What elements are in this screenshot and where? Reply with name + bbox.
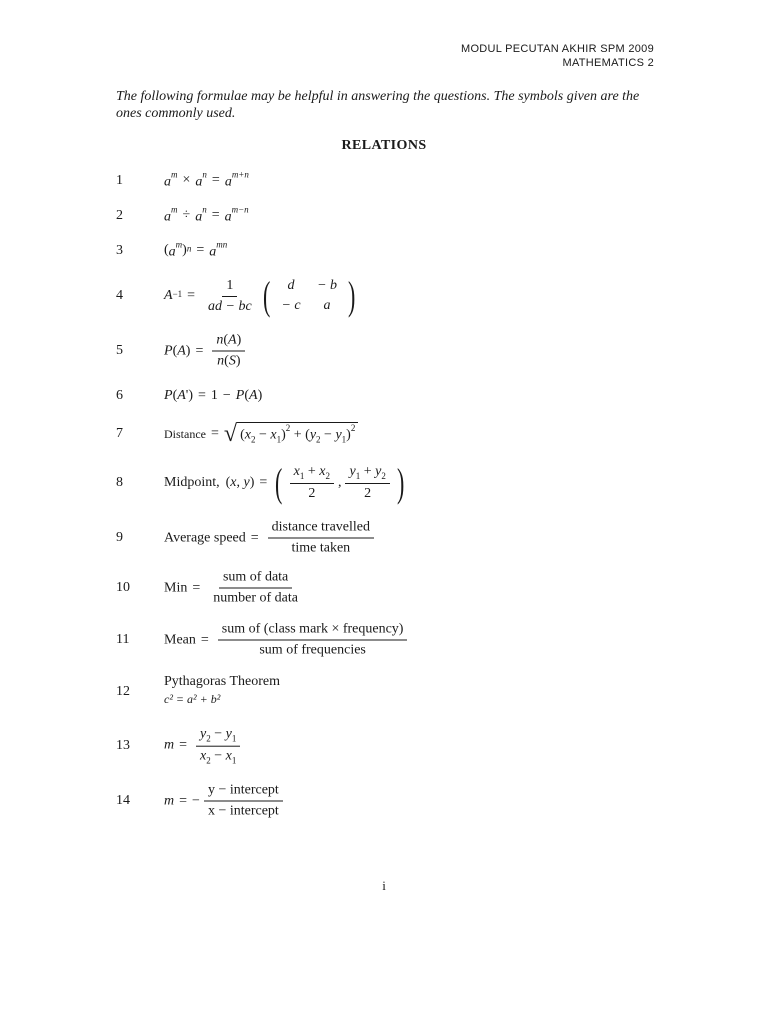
formula-row [116,781,676,821]
average-speed-label: Average speed [164,530,246,545]
formula-average-speed: Average speed = $\frac{\text{distance travelled}}{\text{time taken}}$ [164,520,378,557]
intro-text: The following formulae may be helpful in answering the questions. The symbols given are the ones commonly used. [116,89,640,121]
pythagoras-label: Pythagoras Theorem [164,674,280,689]
formula-row [116,518,676,558]
formula-number: 8 [116,475,123,490]
formula-mean: Mean = $\frac{\text{sum of (class mark × frequency)}}{\text{sum of frequencies}}$ [164,622,411,659]
formula-number: 9 [116,530,123,545]
formula-number: 12 [116,684,130,699]
formula-number: 5 [116,343,123,358]
page-number: i [382,878,386,893]
section-title: RELATIONS [341,138,427,153]
formula-row [116,273,676,318]
formula-row [116,674,676,710]
formula-row [116,196,676,236]
formula-index-multiply: $a^m$ × $a^n$ = $a^{m+n}$ [164,169,249,190]
formula-complement: P ( A ') = 1 − P ( A ) [164,388,263,403]
formula-distance: Distance = √ $(x_2 - x_1)^2 + (y_2 - y_1)^2$ [164,422,358,446]
formula-row [116,620,676,660]
formula-row [116,331,676,371]
denominator: time taken [291,540,351,556]
formula-inverse-matrix: A $^{-1}$ = $\frac{1}{ad - bc}$ ( d − b − c a ) [164,273,356,318]
denominator: number of data [213,590,298,606]
formula-gradient: m = $\frac{y_2 - y_1}{x_2 - x_1}$ [164,727,244,766]
distance-label: Distance [164,426,206,441]
formula-row [116,231,676,271]
formula-number: 10 [116,580,130,595]
document-header [461,42,654,70]
numerator: y − intercept [204,783,283,802]
formula-row [116,568,676,608]
min-label: Min [164,580,188,595]
formula-number: 3 [116,243,123,258]
formula-number: 7 [116,426,123,441]
formula-min: Min = $\frac{\text{sum of data}}{\text{number of data}}$ [164,570,306,607]
numerator: sum of data [219,570,292,589]
numerator: sum of (class mark × frequency) [218,622,408,641]
formula-row [116,376,676,416]
module-title: MODUL PECUTAN AKHIR SPM 2009 [460,43,654,55]
denominator: sum of frequencies [259,642,366,658]
formula-index-power: ( $a^m$ ) $^n$ = $a^{mn}$ [164,239,228,260]
formula-row [116,414,676,454]
formula-gradient-intercept: m = − $\frac{\text{y − intercept}}{\text{x − intercept}}$ [164,783,287,820]
formula-pythagoras [164,674,280,707]
formula-index-divide: $a^m$ ÷ $a^n$ = $a^{m-n}$ [164,204,249,225]
formula-number: 4 [116,288,123,303]
formula-row [116,726,676,766]
formula-row [116,161,676,201]
formula-number: 1 [116,173,123,188]
subject-title: MATHEMATICS 2 [562,57,654,69]
formula-probability: P ( A ) = $\frac{n(A)}{n(S)}$ [164,333,249,370]
numerator: distance travelled [268,520,374,539]
mean-label: Mean [164,632,196,647]
formula-number: 6 [116,388,123,403]
formula-row [116,460,676,505]
formula-number: 11 [116,632,130,647]
formula-midpoint: Midpoint, (x, y) = ( $\frac{x_1 + x_2}{2}$ , $\frac{y_1 + y_2}{2}$ ) [164,460,405,505]
pythagoras-equation: c² = a² + b² [164,692,221,706]
formula-number: 13 [116,738,130,753]
midpoint-label: Midpoint, [164,475,220,490]
denominator: x − intercept [207,803,279,819]
formula-number: 2 [116,208,123,223]
formula-number: 14 [116,793,130,808]
